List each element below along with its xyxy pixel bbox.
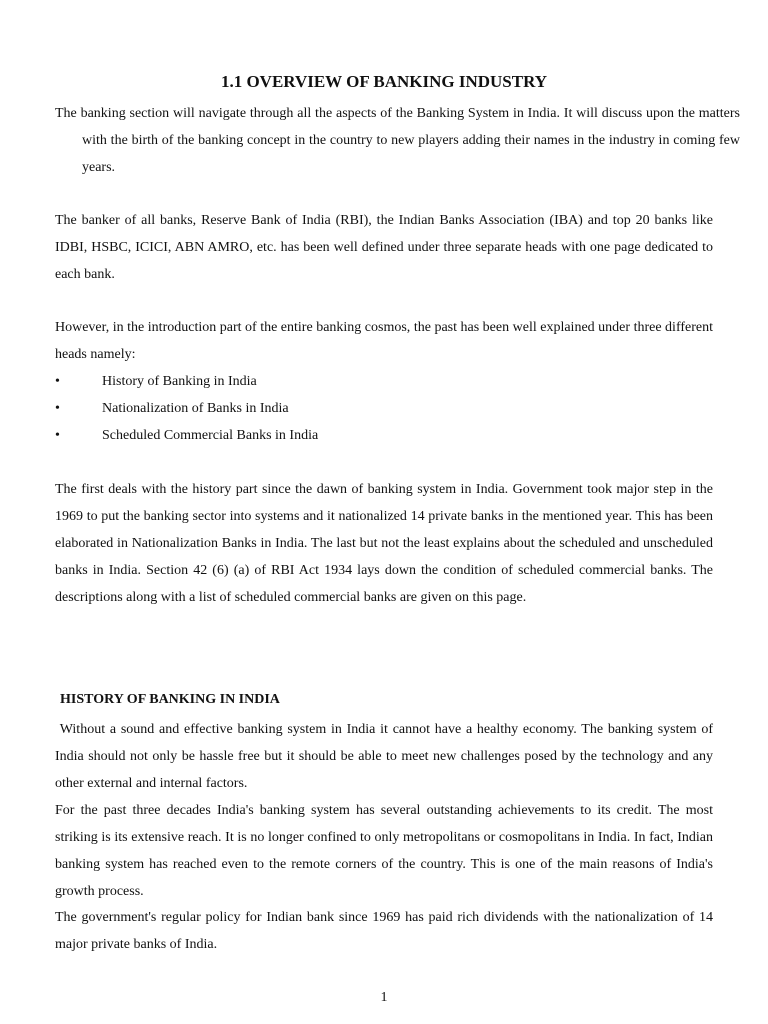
list-item-text: Scheduled Commercial Banks in India (102, 428, 319, 443)
list-item-text: History of Banking in India (102, 374, 257, 389)
list-item (55, 368, 713, 395)
banks-paragraph: The banker of all banks, Reserve Bank of India (RBI), the Indian Banks Association (IBA) and top 20 banks like IDBI, HSBC, ICICI, ABN AMRO, etc. has been well defined under three separate heads with one page dedicated to each bank. (55, 213, 713, 282)
heads-list (55, 368, 713, 449)
list-item-text: Nationalization of Banks in India (102, 401, 289, 416)
section-heading: HISTORY OF BANKING IN INDIA (60, 692, 280, 707)
bullet-icon: • (55, 428, 60, 443)
history-paragraph-3: The government's regular policy for Indian bank since 1969 has paid rich dividends with the nationalization of 14 major private banks of India. (55, 910, 713, 952)
heads-paragraph: However, in the introduction part of the entire banking cosmos, the past has been well explained under three different heads namely: (55, 320, 713, 362)
page-title: 1.1 OVERVIEW OF BANKING INDUSTRY (220, 72, 548, 91)
page-number: 1 (380, 990, 388, 1005)
list-item (55, 395, 713, 422)
history-summary-paragraph: The first deals with the history part since the dawn of banking system in India. Government took major step in the 1969 to put the banking sector into systems and it nationalized 14 private banks in the mentioned year. This has been elaborated in Nationalization Banks in India. The last but not the least explains about the scheduled and unscheduled banks in India. Section 42 (6) (a) of RBI Act 1934 lays down the condition of scheduled commercial banks. The descriptions along with a list of scheduled commercial banks are given on this page. (55, 482, 713, 605)
bullet-icon: • (55, 401, 60, 416)
intro-paragraph: The banking section will navigate through all the aspects of the Banking System in India. It will discuss upon the matters with the birth of the banking concept in the country to new players adding their names in the industry in coming few years. (55, 106, 740, 175)
history-paragraph-1: Without a sound and effective banking system in India it cannot have a healthy economy. The banking system of India should not only be hassle free but it should be able to meet new challenges posed by the technology and any other external and internal factors. (55, 722, 717, 791)
list-item (55, 422, 713, 449)
history-paragraph-2: For the past three decades India's banking system has several outstanding achievements to its credit. The most striking is its extensive reach. It is no longer confined to only metropolitans or cosmopolitans in India. In fact, Indian banking system has reached even to the remote corners of the country. This is one of the main reasons of India's growth process. (55, 803, 713, 899)
bullet-icon: • (55, 374, 60, 389)
